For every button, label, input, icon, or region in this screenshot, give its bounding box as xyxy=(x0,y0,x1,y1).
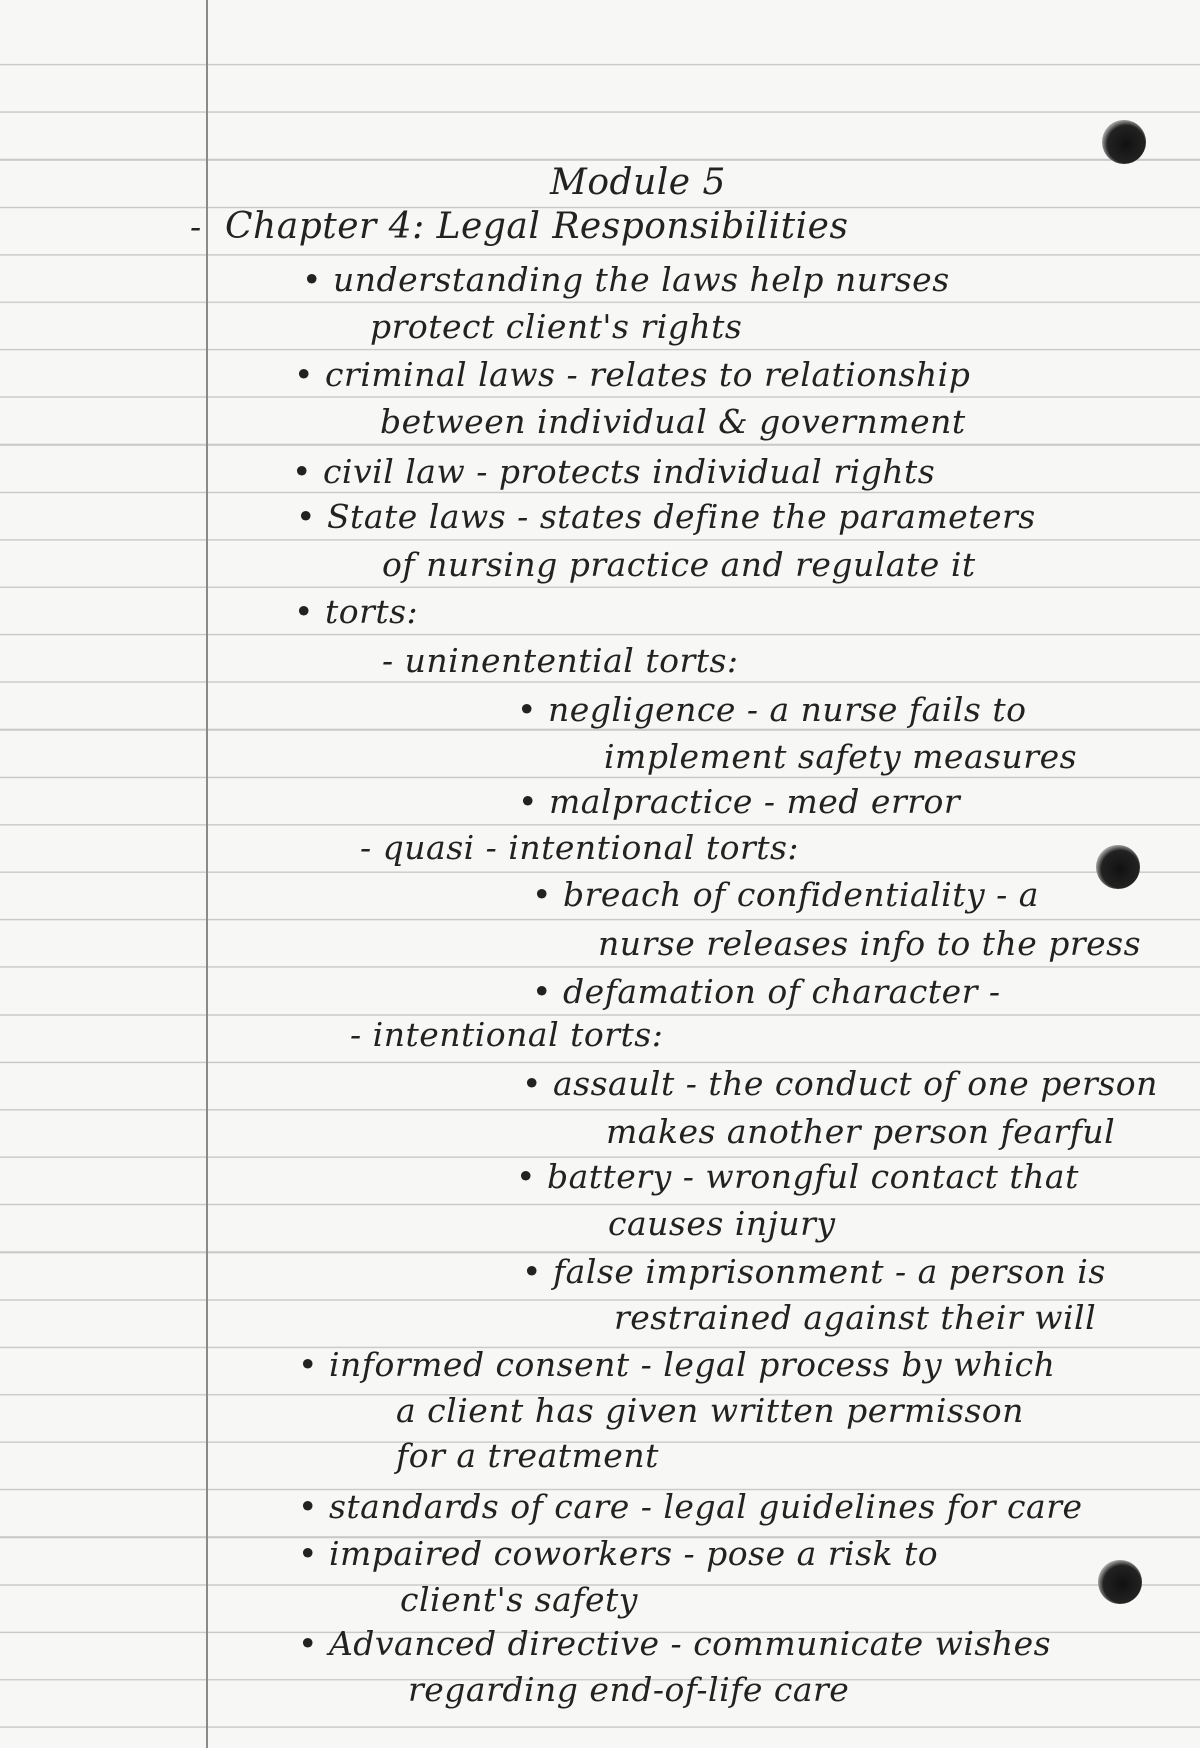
note-line: • understanding the laws help nurses xyxy=(302,260,950,299)
note-line: restrained against their will xyxy=(614,1298,1097,1337)
note-line: • criminal laws - relates to relationship xyxy=(294,355,971,394)
note-line: protect client's rights xyxy=(370,307,743,346)
note-line: • defamation of character - xyxy=(532,972,1001,1011)
chapter-dash: - xyxy=(190,207,202,246)
note-line: • malpractice - med error xyxy=(518,782,961,821)
note-line: • informed consent - legal process by which xyxy=(298,1345,1056,1384)
chapter-heading: Chapter 4: Legal Responsibilities xyxy=(225,206,849,247)
page-title: Module 5 xyxy=(550,162,726,203)
note-line: - intentional torts: xyxy=(350,1015,664,1054)
note-line: makes another person fearful xyxy=(606,1112,1116,1151)
note-line: of nursing practice and regulate it xyxy=(382,545,976,584)
punch-hole xyxy=(1102,120,1146,164)
note-line: • torts: xyxy=(294,592,419,631)
note-line: • impaired coworkers - pose a risk to xyxy=(298,1534,939,1573)
note-line: • Advanced directive - communicate wishes xyxy=(298,1624,1052,1663)
note-line: • civil law - protects individual rights xyxy=(292,452,936,491)
margin-line xyxy=(206,0,208,1748)
note-line: nurse releases info to the press xyxy=(598,924,1142,963)
note-line: causes injury xyxy=(608,1204,836,1243)
note-line: for a treatment xyxy=(396,1436,659,1475)
note-line: regarding end-of-life care xyxy=(408,1670,850,1709)
note-line: client's safety xyxy=(400,1580,638,1619)
note-line: • battery - wrongful contact that xyxy=(516,1157,1079,1196)
note-line: • false imprisonment - a person is xyxy=(522,1252,1106,1291)
note-line: between individual & government xyxy=(380,402,966,441)
note-line: a client has given written permisson xyxy=(396,1391,1024,1430)
note-line: • standards of care - legal guidelines for care xyxy=(298,1487,1083,1526)
punch-hole xyxy=(1096,845,1140,889)
note-line: • breach of confidentiality - a xyxy=(532,875,1039,914)
note-line: - quasi - intentional torts: xyxy=(360,828,800,867)
note-line: • State laws - states define the parameters xyxy=(296,497,1036,536)
note-line: implement safety measures xyxy=(604,737,1078,776)
punch-hole xyxy=(1098,1560,1142,1604)
note-line: - uninentential torts: xyxy=(382,641,739,680)
note-line: • negligence - a nurse fails to xyxy=(517,690,1027,729)
note-line: • assault - the conduct of one person xyxy=(522,1064,1158,1103)
